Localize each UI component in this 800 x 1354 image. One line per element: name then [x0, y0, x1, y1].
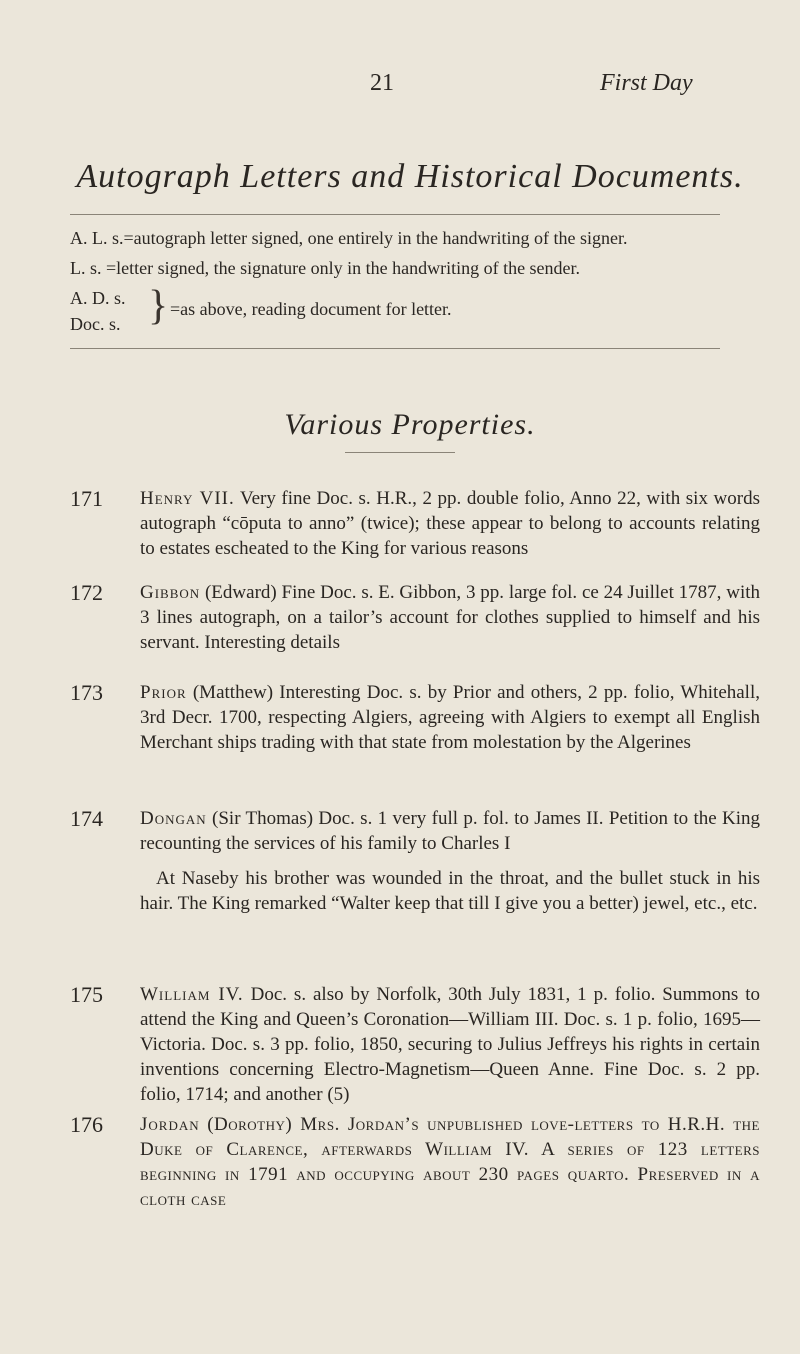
abbreviation-ls: L. s. =letter signed, the signature only in the handwriting of the sender. [70, 258, 581, 278]
abbreviation-als: A. L. s.=autograph letter signed, one entirely in the handwriting of the signer. [70, 228, 628, 248]
lot-text: (Dorothy) Mrs. Jordan’s unpublished love-letters to H.R.H. the Duke of Clarence, afterwards William IV. A series of 123 letters beginning in 1791 and occupying about 230 pages quarto. Preserved in a cloth case [140, 1114, 760, 1210]
brace-icon: } [148, 283, 169, 329]
divider [70, 348, 720, 349]
lot-number: 171 [70, 486, 103, 511]
lot-text: (Sir Thomas) Doc. s. 1 very full p. fol. to James II. Petition to the King recounting the services of his family to Charles I [140, 808, 761, 854]
abbreviation-gloss: =as above, reading document for letter. [170, 299, 452, 319]
lot-number: 173 [70, 680, 103, 705]
title-underline [345, 452, 455, 453]
lot-description [140, 580, 760, 655]
lot-heading: Jordan [140, 1114, 200, 1135]
abbreviation-ads: A. D. s. [70, 288, 126, 308]
lot-heading: William IV. [140, 984, 244, 1005]
lot-text: Doc. s. also by Norfolk, 30th July 1831, 1 p. folio. Summons to attend the King and Queen’s Coronation—William III. Doc. s. 1 p. folio, 1695—Victoria. Doc. s. 3 pp. folio, 1850, securing to Julius Jeffreys his rights in certain inventions concerning Electro-Magnetism—Queen Anne. Fine Doc. s. 2 pp. folio, 1714; and another (5) [140, 984, 760, 1105]
lot-text: (Edward) Fine Doc. s. E. Gibbon, 3 pp. large fol. ce 24 Juillet 1787, with 3 lines autograph, on a tailor’s account for clothes supplied to himself and his servant. Interesting details [140, 582, 761, 653]
lot-number: 172 [70, 580, 103, 605]
lot-note: At Naseby his brother was wounded in the throat, and the bullet stuck in his hair. The King remarked “Walter keep that till I give you a better) jewel, etc., etc. [140, 868, 760, 914]
page-title: Autograph Letters and Historical Documents. [76, 158, 744, 195]
lot-number: 174 [70, 806, 103, 831]
lot-heading: Henry VII. [140, 488, 235, 509]
lot-text: Very fine Doc. s. H.R., 2 pp. double folio, Anno 22, with six words autograph “cōputa to anno” (twice); these appear to belong to accounts relating to estates escheated to the King for various reasons [140, 488, 760, 559]
section-title: Various Properties. [284, 408, 536, 441]
lot-number: 176 [70, 1112, 103, 1137]
lot-text: (Matthew) Interesting Doc. s. by Prior and others, 2 pp. folio, Whitehall, 3rd Decr. 1700, respecting Algiers, agreeing with Algiers to exempt all English Merchant ships trading with that state from molestation by the Algerines [140, 682, 760, 753]
running-head [0, 70, 800, 104]
day-label: First Day [600, 70, 693, 96]
abbreviation-docs: Doc. s. [70, 314, 121, 334]
lot-description [140, 982, 760, 1107]
lot-description [140, 1112, 760, 1212]
lot-description [140, 806, 760, 916]
lot-number: 175 [70, 982, 103, 1007]
lot-description [140, 680, 760, 755]
page-number: 21 [370, 70, 394, 96]
lot-heading: Prior [140, 682, 187, 703]
lot-heading: Dongan [140, 808, 207, 829]
divider [70, 214, 720, 215]
lot-description [140, 486, 760, 561]
lot-heading: Gibbon [140, 582, 201, 603]
